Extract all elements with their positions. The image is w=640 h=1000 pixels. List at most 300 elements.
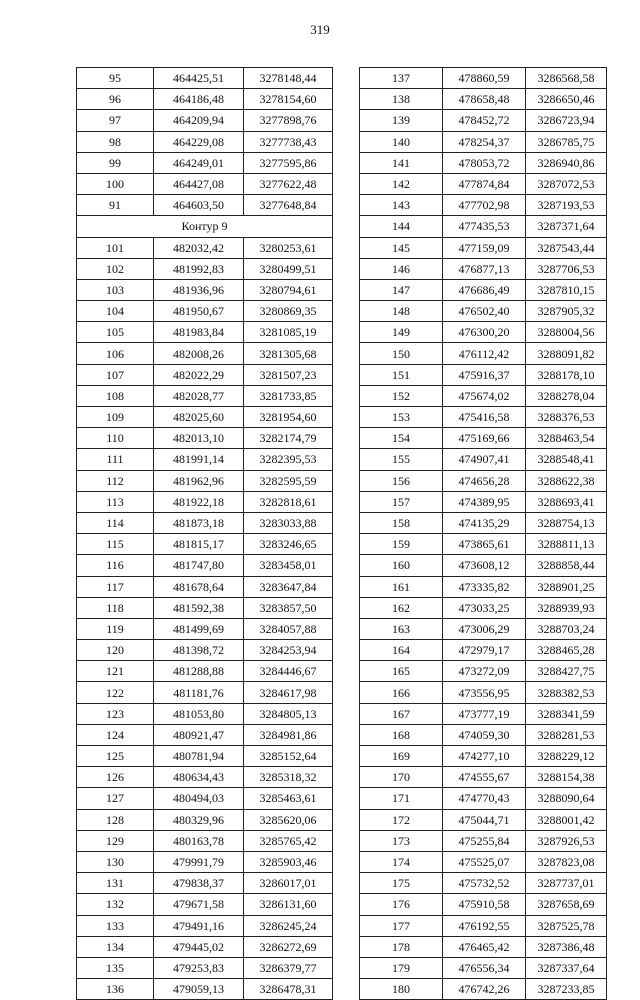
x-coordinate-cell: 481922,18 [154, 491, 244, 512]
y-coordinate-cell: 3281085,19 [244, 322, 333, 343]
x-coordinate-cell: 474389,95 [443, 491, 526, 512]
table-row [77, 576, 333, 597]
contour-heading: Контур 9 [77, 216, 333, 237]
y-coordinate-cell: 3287233,85 [526, 979, 607, 1000]
table-row [77, 661, 333, 682]
y-coordinate-cell: 3288465,28 [526, 640, 607, 661]
point-number-cell: 126 [77, 767, 154, 788]
point-number-cell: 136 [77, 979, 154, 1000]
table-row [360, 661, 607, 682]
y-coordinate-cell: 3282595,59 [244, 470, 333, 491]
point-number-cell: 163 [360, 618, 443, 639]
point-number-cell: 159 [360, 534, 443, 555]
y-coordinate-cell: 3284446,67 [244, 661, 333, 682]
y-coordinate-cell: 3285152,64 [244, 746, 333, 767]
table-row [360, 576, 607, 597]
point-number-cell: 131 [77, 873, 154, 894]
x-coordinate-cell: 475732,52 [443, 873, 526, 894]
x-coordinate-cell: 481962,96 [154, 470, 244, 491]
table-row [77, 597, 333, 618]
table-row [360, 131, 607, 152]
table-row [360, 936, 607, 957]
point-number-cell: 97 [77, 110, 154, 131]
table-row [360, 173, 607, 194]
y-coordinate-cell: 3284981,86 [244, 724, 333, 745]
y-coordinate-cell: 3287905,32 [526, 301, 607, 322]
y-coordinate-cell: 3287810,15 [526, 279, 607, 300]
y-coordinate-cell: 3281954,60 [244, 407, 333, 428]
y-coordinate-cell: 3284805,13 [244, 703, 333, 724]
point-number-cell: 111 [77, 449, 154, 470]
table-row [360, 597, 607, 618]
point-number-cell: 100 [77, 173, 154, 194]
point-number-cell: 105 [77, 322, 154, 343]
table-row [360, 767, 607, 788]
point-number-cell: 156 [360, 470, 443, 491]
point-number-cell: 167 [360, 703, 443, 724]
y-coordinate-cell: 3285318,32 [244, 767, 333, 788]
point-number-cell: 116 [77, 555, 154, 576]
point-number-cell: 99 [77, 152, 154, 173]
x-coordinate-cell: 482025,60 [154, 407, 244, 428]
point-number-cell: 107 [77, 364, 154, 385]
x-coordinate-cell: 473272,09 [443, 661, 526, 682]
x-coordinate-cell: 481936,96 [154, 279, 244, 300]
y-coordinate-cell: 3286785,75 [526, 131, 607, 152]
y-coordinate-cell: 3288548,41 [526, 449, 607, 470]
y-coordinate-cell: 3280869,35 [244, 301, 333, 322]
table-row [360, 746, 607, 767]
point-number-cell: 128 [77, 809, 154, 830]
table-row [77, 152, 333, 173]
point-number-cell: 104 [77, 301, 154, 322]
x-coordinate-cell: 481499,69 [154, 618, 244, 639]
table-row [77, 936, 333, 957]
point-number-cell: 144 [360, 216, 443, 237]
y-coordinate-cell: 3288427,75 [526, 661, 607, 682]
y-coordinate-cell: 3282395,53 [244, 449, 333, 470]
y-coordinate-cell: 3278154,60 [244, 89, 333, 110]
x-coordinate-cell: 479445,02 [154, 936, 244, 957]
table-row [77, 89, 333, 110]
table-row [360, 915, 607, 936]
table-row [360, 343, 607, 364]
coordinates-table-right-body [360, 68, 607, 1000]
y-coordinate-cell: 3286272,69 [244, 936, 333, 957]
x-coordinate-cell: 477702,98 [443, 195, 526, 216]
point-number-cell: 166 [360, 682, 443, 703]
x-coordinate-cell: 477435,53 [443, 216, 526, 237]
y-coordinate-cell: 3283033,88 [244, 512, 333, 533]
x-coordinate-cell: 479059,13 [154, 979, 244, 1000]
x-coordinate-cell: 478254,37 [443, 131, 526, 152]
point-number-cell: 162 [360, 597, 443, 618]
x-coordinate-cell: 481991,14 [154, 449, 244, 470]
table-row [360, 979, 607, 1000]
y-coordinate-cell: 3287386,48 [526, 936, 607, 957]
x-coordinate-cell: 481992,83 [154, 258, 244, 279]
y-coordinate-cell: 3278148,44 [244, 68, 333, 89]
point-number-cell: 154 [360, 428, 443, 449]
point-number-cell: 108 [77, 385, 154, 406]
table-row [77, 555, 333, 576]
table-row [77, 979, 333, 1000]
x-coordinate-cell: 482008,26 [154, 343, 244, 364]
x-coordinate-cell: 481288,88 [154, 661, 244, 682]
table-row [360, 957, 607, 978]
table-row [360, 618, 607, 639]
x-coordinate-cell: 475416,58 [443, 407, 526, 428]
x-coordinate-cell: 473006,29 [443, 618, 526, 639]
y-coordinate-cell: 3288858,44 [526, 555, 607, 576]
y-coordinate-cell: 3288281,53 [526, 724, 607, 745]
table-row [77, 788, 333, 809]
x-coordinate-cell: 480494,03 [154, 788, 244, 809]
table-row [360, 195, 607, 216]
point-number-cell: 176 [360, 894, 443, 915]
x-coordinate-cell: 476502,40 [443, 301, 526, 322]
x-coordinate-cell: 481983,84 [154, 322, 244, 343]
point-number-cell: 123 [77, 703, 154, 724]
table-row [360, 89, 607, 110]
point-number-cell: 149 [360, 322, 443, 343]
point-number-cell: 118 [77, 597, 154, 618]
y-coordinate-cell: 3277898,76 [244, 110, 333, 131]
y-coordinate-cell: 3283647,84 [244, 576, 333, 597]
point-number-cell: 155 [360, 449, 443, 470]
y-coordinate-cell: 3287072,53 [526, 173, 607, 194]
table-row [77, 68, 333, 89]
x-coordinate-cell: 481873,18 [154, 512, 244, 533]
y-coordinate-cell: 3287737,01 [526, 873, 607, 894]
point-number-cell: 119 [77, 618, 154, 639]
y-coordinate-cell: 3288090,64 [526, 788, 607, 809]
y-coordinate-cell: 3286245,24 [244, 915, 333, 936]
table-row [77, 851, 333, 872]
page-number: 319 [310, 22, 330, 37]
point-number-cell: 177 [360, 915, 443, 936]
x-coordinate-cell: 481181,76 [154, 682, 244, 703]
x-coordinate-cell: 481815,17 [154, 534, 244, 555]
point-number-cell: 124 [77, 724, 154, 745]
point-number-cell: 114 [77, 512, 154, 533]
x-coordinate-cell: 474770,43 [443, 788, 526, 809]
point-number-cell: 152 [360, 385, 443, 406]
y-coordinate-cell: 3288154,38 [526, 767, 607, 788]
y-coordinate-cell: 3287706,53 [526, 258, 607, 279]
x-coordinate-cell: 475255,84 [443, 830, 526, 851]
y-coordinate-cell: 3288341,59 [526, 703, 607, 724]
x-coordinate-cell: 475525,07 [443, 851, 526, 872]
x-coordinate-cell: 478658,48 [443, 89, 526, 110]
table-row [360, 68, 607, 89]
table-row [360, 279, 607, 300]
point-number-cell: 106 [77, 343, 154, 364]
table-row [77, 364, 333, 385]
y-coordinate-cell: 3286379,77 [244, 957, 333, 978]
x-coordinate-cell: 474135,29 [443, 512, 526, 533]
table-row [77, 618, 333, 639]
x-coordinate-cell: 464425,51 [154, 68, 244, 89]
point-number-cell: 145 [360, 237, 443, 258]
point-number-cell: 143 [360, 195, 443, 216]
table-row [360, 703, 607, 724]
y-coordinate-cell: 3287926,53 [526, 830, 607, 851]
point-number-cell: 148 [360, 301, 443, 322]
x-coordinate-cell: 472979,17 [443, 640, 526, 661]
y-coordinate-cell: 3284057,88 [244, 618, 333, 639]
table-row [360, 682, 607, 703]
table-row [77, 385, 333, 406]
y-coordinate-cell: 3288901,25 [526, 576, 607, 597]
point-number-cell: 125 [77, 746, 154, 767]
point-number-cell: 146 [360, 258, 443, 279]
x-coordinate-cell: 475169,66 [443, 428, 526, 449]
y-coordinate-cell: 3288939,93 [526, 597, 607, 618]
table-row [360, 809, 607, 830]
coordinates-table-left-body [77, 68, 333, 1000]
point-number-cell: 138 [360, 89, 443, 110]
table-row [77, 873, 333, 894]
x-coordinate-cell: 474277,10 [443, 746, 526, 767]
y-coordinate-cell: 3277738,43 [244, 131, 333, 152]
x-coordinate-cell: 473033,25 [443, 597, 526, 618]
table-row [360, 640, 607, 661]
x-coordinate-cell: 477874,84 [443, 173, 526, 194]
x-coordinate-cell: 474059,30 [443, 724, 526, 745]
y-coordinate-cell: 3287337,64 [526, 957, 607, 978]
table-row [77, 703, 333, 724]
table-row [77, 809, 333, 830]
table-row [360, 428, 607, 449]
point-number-cell: 103 [77, 279, 154, 300]
point-number-cell: 137 [360, 68, 443, 89]
point-number-cell: 110 [77, 428, 154, 449]
x-coordinate-cell: 479491,16 [154, 915, 244, 936]
table-row [360, 555, 607, 576]
coordinates-table-left [76, 67, 333, 1000]
y-coordinate-cell: 3283857,50 [244, 597, 333, 618]
table-row [77, 449, 333, 470]
y-coordinate-cell: 3284253,94 [244, 640, 333, 661]
x-coordinate-cell: 482028,77 [154, 385, 244, 406]
table-row [360, 894, 607, 915]
x-coordinate-cell: 474907,41 [443, 449, 526, 470]
table-row [77, 894, 333, 915]
y-coordinate-cell: 3288376,53 [526, 407, 607, 428]
point-number-cell: 117 [77, 576, 154, 597]
point-number-cell: 120 [77, 640, 154, 661]
point-number-cell: 134 [77, 936, 154, 957]
point-number-cell: 172 [360, 809, 443, 830]
y-coordinate-cell: 3281305,68 [244, 343, 333, 364]
point-number-cell: 150 [360, 343, 443, 364]
x-coordinate-cell: 478860,59 [443, 68, 526, 89]
y-coordinate-cell: 3288703,24 [526, 618, 607, 639]
y-coordinate-cell: 3277595,86 [244, 152, 333, 173]
y-coordinate-cell: 3277648,84 [244, 195, 333, 216]
y-coordinate-cell: 3288091,82 [526, 343, 607, 364]
table-row [360, 724, 607, 745]
x-coordinate-cell: 479671,58 [154, 894, 244, 915]
point-number-cell: 109 [77, 407, 154, 428]
x-coordinate-cell: 481747,80 [154, 555, 244, 576]
table-row [77, 131, 333, 152]
point-number-cell: 174 [360, 851, 443, 872]
table-row [77, 195, 333, 216]
point-number-cell: 101 [77, 237, 154, 258]
point-number-cell: 139 [360, 110, 443, 131]
point-number-cell: 91 [77, 195, 154, 216]
table-row [77, 258, 333, 279]
x-coordinate-cell: 476686,49 [443, 279, 526, 300]
point-number-cell: 147 [360, 279, 443, 300]
y-coordinate-cell: 3286568,58 [526, 68, 607, 89]
x-coordinate-cell: 480781,94 [154, 746, 244, 767]
point-number-cell: 169 [360, 746, 443, 767]
y-coordinate-cell: 3285765,42 [244, 830, 333, 851]
table-row [360, 258, 607, 279]
point-number-cell: 115 [77, 534, 154, 555]
table-row [360, 491, 607, 512]
x-coordinate-cell: 475916,37 [443, 364, 526, 385]
y-coordinate-cell: 3286940,86 [526, 152, 607, 173]
table-row [77, 428, 333, 449]
table-row [360, 470, 607, 491]
y-coordinate-cell: 3288463,54 [526, 428, 607, 449]
table-row [77, 724, 333, 745]
y-coordinate-cell: 3287658,69 [526, 894, 607, 915]
y-coordinate-cell: 3286650,46 [526, 89, 607, 110]
point-number-cell: 113 [77, 491, 154, 512]
y-coordinate-cell: 3285903,46 [244, 851, 333, 872]
x-coordinate-cell: 476112,42 [443, 343, 526, 364]
point-number-cell: 164 [360, 640, 443, 661]
point-number-cell: 151 [360, 364, 443, 385]
table-row [77, 957, 333, 978]
y-coordinate-cell: 3283246,65 [244, 534, 333, 555]
point-number-cell: 129 [77, 830, 154, 851]
point-number-cell: 135 [77, 957, 154, 978]
x-coordinate-cell: 482013,10 [154, 428, 244, 449]
point-number-cell: 178 [360, 936, 443, 957]
y-coordinate-cell: 3286478,31 [244, 979, 333, 1000]
table-row [360, 322, 607, 343]
y-coordinate-cell: 3288811,13 [526, 534, 607, 555]
y-coordinate-cell: 3286131,60 [244, 894, 333, 915]
table-row [77, 746, 333, 767]
table-row [77, 407, 333, 428]
x-coordinate-cell: 480921,47 [154, 724, 244, 745]
point-number-cell: 112 [77, 470, 154, 491]
point-number-cell: 179 [360, 957, 443, 978]
table-row [77, 491, 333, 512]
y-coordinate-cell: 3286017,01 [244, 873, 333, 894]
x-coordinate-cell: 481053,80 [154, 703, 244, 724]
table-row [360, 873, 607, 894]
table-row [360, 851, 607, 872]
y-coordinate-cell: 3288229,12 [526, 746, 607, 767]
point-number-cell: 127 [77, 788, 154, 809]
x-coordinate-cell: 473335,82 [443, 576, 526, 597]
point-number-cell: 122 [77, 682, 154, 703]
x-coordinate-cell: 475044,71 [443, 809, 526, 830]
y-coordinate-cell: 3288001,42 [526, 809, 607, 830]
table-row [77, 534, 333, 555]
y-coordinate-cell: 3288382,53 [526, 682, 607, 703]
y-coordinate-cell: 3277622,48 [244, 173, 333, 194]
x-coordinate-cell: 481592,38 [154, 597, 244, 618]
y-coordinate-cell: 3285620,06 [244, 809, 333, 830]
y-coordinate-cell: 3287193,53 [526, 195, 607, 216]
table-row [360, 385, 607, 406]
x-coordinate-cell: 473865,61 [443, 534, 526, 555]
x-coordinate-cell: 482032,42 [154, 237, 244, 258]
table-row [77, 301, 333, 322]
y-coordinate-cell: 3285463,61 [244, 788, 333, 809]
table-row [360, 512, 607, 533]
contour-heading-row [77, 216, 333, 237]
y-coordinate-cell: 3280253,61 [244, 237, 333, 258]
y-coordinate-cell: 3286723,94 [526, 110, 607, 131]
x-coordinate-cell: 464209,94 [154, 110, 244, 131]
x-coordinate-cell: 476300,20 [443, 322, 526, 343]
x-coordinate-cell: 475910,58 [443, 894, 526, 915]
table-row [77, 767, 333, 788]
point-number-cell: 153 [360, 407, 443, 428]
point-number-cell: 168 [360, 724, 443, 745]
y-coordinate-cell: 3281507,23 [244, 364, 333, 385]
point-number-cell: 102 [77, 258, 154, 279]
x-coordinate-cell: 476465,42 [443, 936, 526, 957]
y-coordinate-cell: 3287371,64 [526, 216, 607, 237]
x-coordinate-cell: 475674,02 [443, 385, 526, 406]
table-row [360, 364, 607, 385]
x-coordinate-cell: 481678,64 [154, 576, 244, 597]
y-coordinate-cell: 3282174,79 [244, 428, 333, 449]
table-row [360, 301, 607, 322]
point-number-cell: 180 [360, 979, 443, 1000]
y-coordinate-cell: 3288278,04 [526, 385, 607, 406]
x-coordinate-cell: 474555,67 [443, 767, 526, 788]
x-coordinate-cell: 480163,78 [154, 830, 244, 851]
x-coordinate-cell: 479991,79 [154, 851, 244, 872]
table-row [77, 343, 333, 364]
table-row [77, 279, 333, 300]
point-number-cell: 165 [360, 661, 443, 682]
x-coordinate-cell: 474656,28 [443, 470, 526, 491]
y-coordinate-cell: 3288004,56 [526, 322, 607, 343]
table-row [77, 915, 333, 936]
table-row [77, 470, 333, 491]
x-coordinate-cell: 481398,72 [154, 640, 244, 661]
x-coordinate-cell: 476742,26 [443, 979, 526, 1000]
y-coordinate-cell: 3288693,41 [526, 491, 607, 512]
x-coordinate-cell: 479838,37 [154, 873, 244, 894]
table-row [77, 640, 333, 661]
x-coordinate-cell: 476877,13 [443, 258, 526, 279]
x-coordinate-cell: 476556,34 [443, 957, 526, 978]
point-number-cell: 132 [77, 894, 154, 915]
x-coordinate-cell: 464249,01 [154, 152, 244, 173]
x-coordinate-cell: 479253,83 [154, 957, 244, 978]
table-row [77, 237, 333, 258]
point-number-cell: 142 [360, 173, 443, 194]
table-row [77, 173, 333, 194]
point-number-cell: 141 [360, 152, 443, 173]
y-coordinate-cell: 3288754,13 [526, 512, 607, 533]
x-coordinate-cell: 480634,43 [154, 767, 244, 788]
